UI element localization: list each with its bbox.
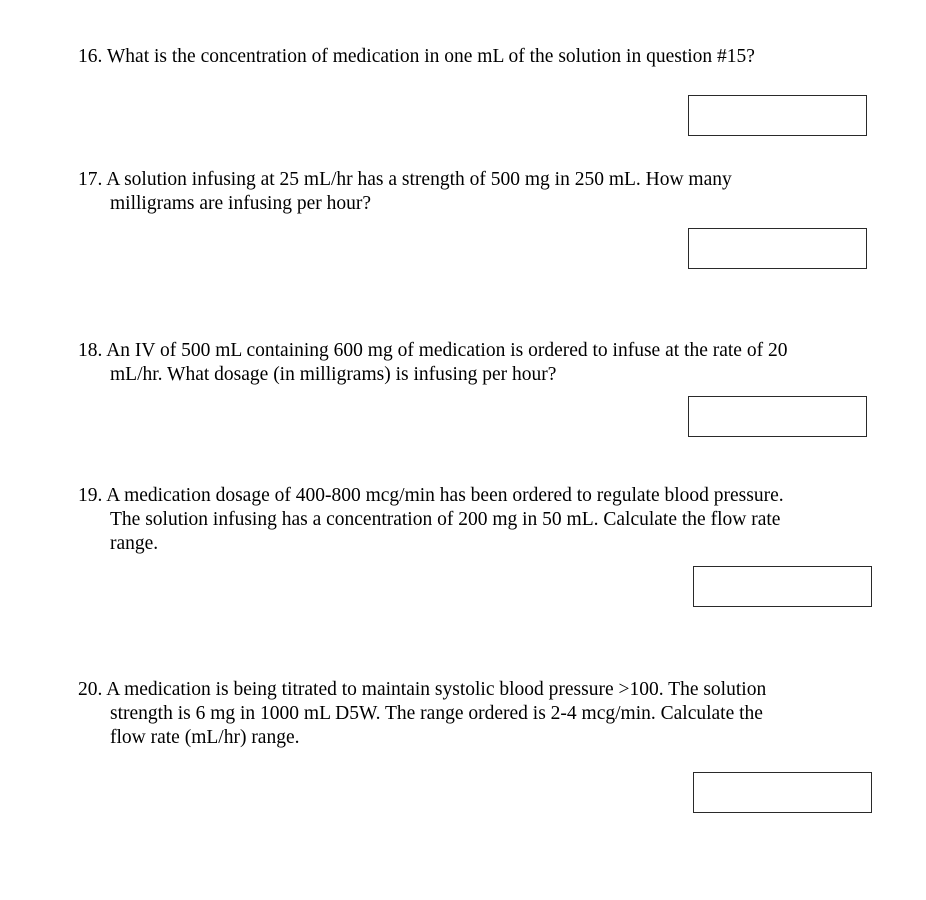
question-20-text-line-1: A medication is being titrated to maintain systolic blood pressure >100. The solution: [106, 679, 767, 700]
question-17-answer-input[interactable]: [689, 229, 866, 268]
question-19-line-1: [78, 484, 868, 508]
question-19-answer-box[interactable]: [693, 566, 872, 607]
question-20-text-line-2: strength is 6 mg in 1000 mL D5W. The range ordered is 2-4 mcg/min. Calculate the: [110, 703, 763, 724]
question-18-number: 18.: [78, 340, 103, 361]
question-18-text-line-2: mL/hr. What dosage (in milligrams) is infusing per hour?: [110, 364, 557, 385]
question-17: [78, 168, 868, 216]
question-16-line-1: [78, 45, 868, 69]
question-20-number: 20.: [78, 679, 103, 700]
question-17-number: 17.: [78, 169, 103, 190]
question-19-text-line-2: The solution infusing has a concentration of 200 mg in 50 mL. Calculate the flow rate: [110, 509, 781, 530]
question-18-answer-input[interactable]: [689, 397, 866, 436]
question-20: [78, 678, 868, 750]
question-19: [78, 484, 868, 556]
question-18-line-1: [78, 339, 868, 363]
question-20-answer-input[interactable]: [694, 773, 871, 812]
question-16-text: What is the concentration of medication in one mL of the solution in question #15?: [106, 46, 755, 67]
question-20-line-1: [78, 678, 868, 702]
question-18-answer-box[interactable]: [688, 396, 867, 437]
question-19-number: 19.: [78, 485, 103, 506]
question-16-answer-box[interactable]: [688, 95, 867, 136]
question-16-number: 16.: [78, 46, 103, 67]
question-17-text-line-1: A solution infusing at 25 mL/hr has a strength of 500 mg in 250 mL. How many: [106, 169, 732, 190]
question-20-answer-box[interactable]: [693, 772, 872, 813]
question-19-text-line-3: range.: [110, 533, 159, 554]
question-19-text-line-1: A medication dosage of 400-800 mcg/min has been ordered to regulate blood pressure.: [106, 485, 784, 506]
question-18: [78, 339, 868, 387]
question-20-text-line-3: flow rate (mL/hr) range.: [110, 727, 300, 748]
question-16: [78, 45, 868, 69]
question-16-answer-input[interactable]: [689, 96, 866, 135]
question-18-text-line-1: An IV of 500 mL containing 600 mg of medication is ordered to infuse at the rate of 20: [106, 340, 788, 361]
question-19-answer-input[interactable]: [694, 567, 871, 606]
question-17-answer-box[interactable]: [688, 228, 867, 269]
question-17-text-line-2: milligrams are infusing per hour?: [110, 193, 372, 214]
question-17-line-1: [78, 168, 868, 192]
